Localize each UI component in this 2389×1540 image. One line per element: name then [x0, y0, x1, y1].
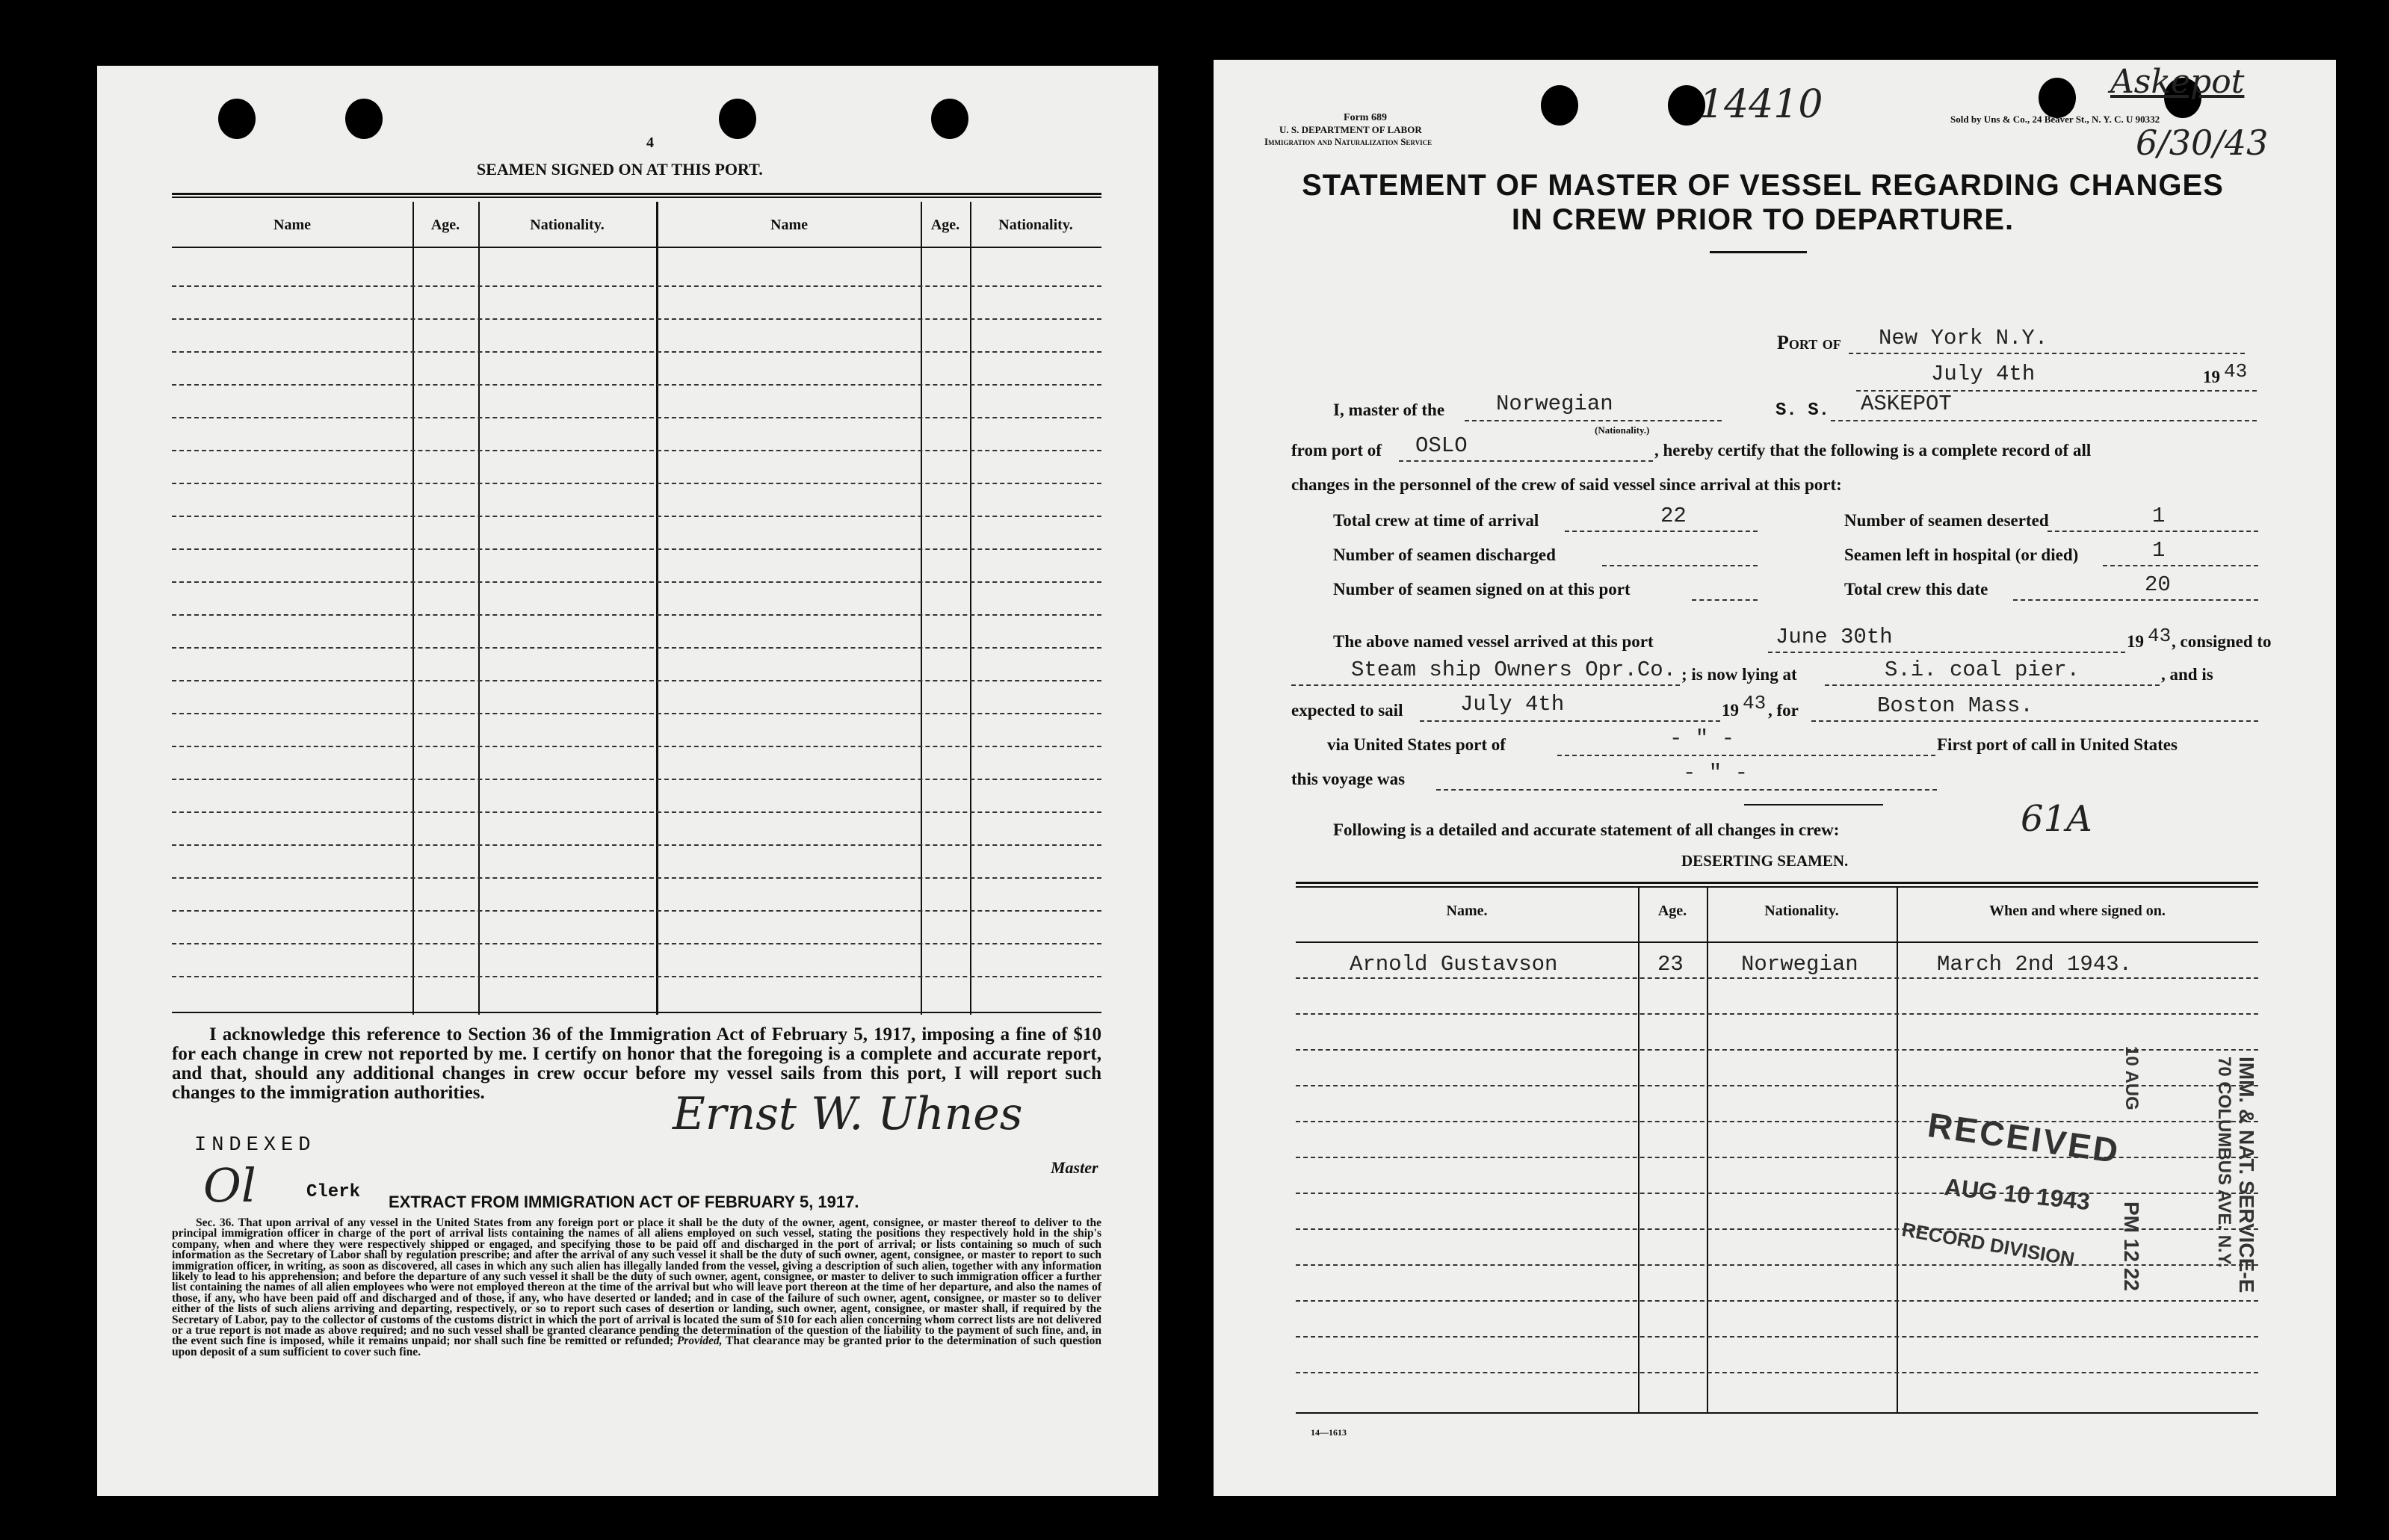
clerk-label: Clerk — [306, 1182, 361, 1202]
stamp-date: AUG 10 1943 — [1943, 1173, 2092, 1216]
page-number: 4 — [646, 134, 654, 151]
table-top-rule — [172, 193, 1101, 195]
handwritten-mark: 61A — [2021, 798, 2092, 840]
entry-line — [172, 680, 1101, 681]
arrived-year: 43 — [2148, 625, 2172, 647]
entry-line — [172, 713, 1101, 714]
arrived-label: The above named vessel arrived at this port — [1333, 632, 1654, 651]
following-label: Following is a detailed and accurate statement of all changes in crew: — [1333, 820, 1840, 839]
stamp-day: 10 AUG — [2121, 1046, 2142, 1110]
ss-label: S. S. — [1775, 401, 1830, 421]
sail-year-prefix: 19 — [1722, 701, 1739, 720]
sail-date-line — [1420, 720, 1720, 722]
expected-label: expected to sail — [1291, 701, 1403, 720]
first-port-label: First port of call in United States — [1937, 735, 2178, 754]
stamp-division: RECORD DIVISION — [1900, 1218, 2077, 1271]
deserted-value: 1 — [2152, 504, 2166, 528]
entry-line — [172, 384, 1101, 386]
from-port-value: OSLO — [1415, 433, 1468, 458]
title-underline — [1710, 251, 1807, 253]
col-header-age: Age. — [930, 217, 960, 233]
master-signature: Ernst W. Uhnes — [673, 1088, 1023, 1140]
stamp-time: PM 12 22 — [2120, 1202, 2143, 1291]
total-arrival-label: Total crew at time of arrival — [1333, 511, 1539, 530]
column-divider — [1638, 888, 1639, 1414]
provided-body: That clearance may be granted prior to the determination of such question upon deposit of a sum sufficient to cover such fine. — [172, 1335, 1101, 1358]
col-header-age: Age. — [430, 217, 460, 233]
ship-value: ASKEPOT — [1861, 392, 1952, 416]
total-date-label: Total crew this date — [1844, 580, 1988, 599]
punch-hole — [931, 99, 968, 139]
discharged-line — [1602, 565, 1758, 566]
table-row-name: Arnold Gustavson — [1350, 952, 1558, 977]
table-bottom-rule — [172, 1012, 1101, 1013]
table-row-signed-on: March 2nd 1943. — [1937, 952, 2133, 977]
punch-hole — [719, 99, 756, 139]
table-bottom-rule — [1296, 1412, 2258, 1414]
discharged-label: Number of seamen discharged — [1333, 545, 1556, 564]
entry-line — [1296, 1228, 2258, 1230]
entry-line — [172, 285, 1101, 287]
right-page — [1214, 60, 2336, 1496]
entry-line — [172, 811, 1101, 813]
consigned-label: , consigned to — [2172, 632, 2272, 651]
stamp-received: RECEIVED — [1925, 1104, 2123, 1171]
punch-hole — [218, 99, 256, 139]
arrived-line — [1768, 652, 2125, 653]
entry-line — [172, 351, 1101, 353]
destination-line — [1811, 720, 2258, 722]
port-line — [1849, 353, 2245, 354]
table-row-nationality: Norwegian — [1741, 952, 1858, 977]
via-label: via United States port of — [1327, 735, 1506, 754]
column-divider — [921, 202, 922, 1015]
changes-text: changes in the personnel of the crew of said vessel since arrival at this port: — [1291, 475, 1842, 494]
column-divider — [1707, 888, 1708, 1414]
seller-note: Sold by Uns & Co., 24 Beaver St., N. Y. C. U 90332 — [1950, 114, 2160, 125]
entry-line — [1296, 1336, 2258, 1338]
hospital-label: Seamen left in hospital (or died) — [1844, 545, 2079, 564]
from-port-label: from port of — [1291, 441, 1382, 460]
form-number: Form 689 — [1344, 112, 1387, 123]
date-value: July 4th — [1931, 362, 2036, 386]
col-header-name: Name. — [1446, 903, 1488, 919]
column-divider — [412, 202, 414, 1015]
entry-line — [1296, 1121, 2258, 1122]
entry-line — [172, 450, 1101, 451]
entry-line — [172, 746, 1101, 747]
acknowledgement-text: I acknowledge this reference to Section 36 of the Immigration Act of February 5, 1917, imposing a fine of $10 for each change in crew not reported by me. I certify on honor that the foregoing is a complete and accurate report, and that, should any additional changes in crew occur before my vessel sails from this port, I will report such changes to the immigration authorities. — [172, 1024, 1101, 1103]
table-top-rule — [1296, 882, 2258, 884]
master-label: Master — [1051, 1158, 1098, 1177]
clerk-initials: Ol — [203, 1158, 256, 1213]
entry-line — [1296, 1193, 2258, 1194]
total-date-value: 20 — [2145, 572, 2171, 597]
header-rule — [1296, 941, 2258, 943]
col-header-nationality: Nationality. — [998, 217, 1073, 233]
entry-line — [1296, 1085, 2258, 1086]
certify-text: , hereby certify that the following is a complete record of all — [1654, 441, 2092, 460]
service: Immigration and Naturalization Service — [1264, 136, 1433, 147]
col-header-signed-on: When and where signed on. — [1989, 903, 2166, 919]
entry-line — [1296, 1300, 2258, 1302]
sail-date: July 4th — [1460, 692, 1565, 717]
voyage-label: this voyage was — [1291, 770, 1406, 788]
indexed-stamp: INDEXED — [194, 1134, 316, 1157]
form-title-line1: STATEMENT OF MASTER OF VESSEL REGARDING CHANGES — [1302, 169, 2224, 202]
sail-year: 43 — [1743, 692, 1767, 714]
entry-line — [172, 779, 1101, 780]
col-header-name: Name — [273, 217, 311, 233]
entry-line — [172, 581, 1101, 583]
arrived-year-prefix: 19 — [2127, 632, 2144, 651]
entry-line — [172, 943, 1101, 944]
entry-line — [172, 417, 1101, 418]
year-value: 43 — [2224, 360, 2248, 383]
table-top-rule — [172, 197, 1101, 198]
seamen-signed-title: SEAMEN SIGNED ON AT THIS PORT. — [477, 160, 763, 179]
total-arrival-line — [1565, 531, 1758, 532]
lying-line — [1825, 684, 2160, 686]
punch-hole — [1541, 85, 1578, 126]
nationality-caption: (Nationality.) — [1595, 424, 1650, 436]
deserted-line — [2048, 531, 2258, 532]
department: U. S. DEPARTMENT OF LABOR — [1279, 124, 1422, 135]
total-arrival-value: 22 — [1660, 504, 1687, 528]
from-port-line — [1399, 460, 1653, 462]
section-label: Sec. 36. — [196, 1216, 235, 1229]
hospital-value: 1 — [2152, 538, 2166, 563]
hospital-line — [2103, 565, 2258, 566]
year-prefix: 19 — [2203, 368, 2220, 386]
deserting-title: DESERTING SEAMEN. — [1681, 852, 1849, 870]
entry-line — [172, 877, 1101, 879]
provided-label: Provided, — [676, 1335, 723, 1348]
entry-line — [172, 844, 1101, 846]
left-page — [97, 66, 1158, 1496]
via-value: - " - — [1669, 726, 1735, 751]
handwritten-ship-name: Askepot — [2110, 63, 2245, 101]
consignee-value: Steam ship Owners Opr.Co. — [1351, 658, 1677, 682]
section-36-text — [172, 1218, 1101, 1358]
col-header-age: Age. — [1657, 903, 1687, 919]
entry-line — [1296, 1013, 2258, 1015]
table-top-rule — [1296, 886, 2258, 888]
port-value: New York N.Y. — [1879, 326, 2048, 350]
entry-line — [1296, 1264, 2258, 1266]
destination-value: Boston Mass. — [1877, 693, 2033, 718]
arrived-date: June 30th — [1775, 625, 1893, 649]
total-date-line — [2013, 599, 2258, 601]
punch-hole — [345, 99, 383, 139]
col-header-nationality: Nationality. — [530, 217, 605, 233]
column-divider — [656, 202, 658, 1015]
entry-line — [1296, 977, 2258, 979]
lying-label: ; is now lying at — [1681, 665, 1797, 684]
entry-line — [172, 318, 1101, 320]
table-row-age: 23 — [1657, 952, 1684, 977]
entry-line — [172, 548, 1101, 550]
entry-line — [172, 976, 1101, 977]
signed-on-line — [1692, 599, 1758, 601]
and-is-label: , and is — [2161, 665, 2213, 684]
extract-title: EXTRACT FROM IMMIGRATION ACT OF FEBRUARY 5, 1917. — [389, 1193, 859, 1211]
entry-line — [172, 483, 1101, 484]
handwritten-date: 6/30/43 — [2136, 123, 2269, 163]
via-line — [1557, 755, 1935, 756]
entry-line — [1296, 1372, 2258, 1373]
for-label: , for — [1768, 701, 1799, 720]
entry-line — [172, 647, 1101, 649]
file-number: 14410 — [1699, 82, 1823, 127]
entry-line — [172, 516, 1101, 517]
column-divider — [478, 202, 480, 1015]
master-of-label: I, master of the — [1333, 401, 1445, 419]
stamp-service: IMM. & NAT. SERVICE-E — [2235, 1057, 2258, 1293]
column-divider — [1897, 888, 1898, 1414]
col-header-name: Name — [770, 217, 808, 233]
ship-line — [1831, 420, 2257, 421]
separator-rule — [1744, 804, 1883, 805]
entry-line — [172, 614, 1101, 616]
nationality-line — [1465, 420, 1722, 421]
entry-line — [1296, 1049, 2258, 1051]
lying-value: S.i. coal pier. — [1885, 658, 2080, 682]
form-title-line2: IN CREW PRIOR TO DEPARTURE. — [1511, 203, 2015, 236]
deserted-label: Number of seamen deserted — [1844, 511, 2049, 530]
footer-code: 14—1613 — [1311, 1427, 1347, 1438]
col-header-nationality: Nationality. — [1764, 903, 1839, 919]
signed-on-label: Number of seamen signed on at this port — [1333, 580, 1631, 599]
consignee-line — [1291, 684, 1680, 686]
header-rule — [172, 247, 1101, 248]
stamp-address: 70 COLUMBUS AVE. N.Y. — [2214, 1057, 2234, 1268]
section-body: That upon arrival of any vessel in the United States from any foreign port or place it shall be the duty of the owner, agent, consignee, or master thereof to deliver to the principal immigration officer in charge of the port of arrival lists containing the names of all aliens employed on such vessel, stating the positions they respectively hold in the ship's company, when and where they were respectively shipped or engaged, and specifying those to be paid off and discharged in the port of arrival; or lists containing so much of such information as the Secretary of Labor shall by regulation prescribe; and after the arrival of any such vessel it shall be the duty of such owner, agent, consignee, or master to report to such immigration officer, in writing, as soon as discovered, all cases in which any such alien has illegally landed from the vessel, giving a description of such alien, together with any information likely to lead to his apprehension; and before the departure of any such vessel it shall be the duty of such owner, agent, consignee, or master to deliver to such immigration officer a further list containing the names of all alien employees who were not employed thereon at the time of the arrival but who will leave port thereon at the time of her departure, and also the names of those, if any, who have been paid off and discharged and of those, if any, who have deserted or landed; and in case of the failure of such owner, agent, consignee, or master so to deliver either of the lists of such aliens arriving and departing, respectively, or so to report such cases of desertion or landing, such owner, agent, consignee, or master shall, if required by the Secretary of Labor, pay to the collector of customs of the customs district in which the port of arrival is located the sum of $10 for each alien concerning whom correct lists are not delivered or a true report is not made as above required; and no such vessel shall be granted clearance pending the determination of the question of the liability to the payment of such fine, and, in the event such fine is imposed, while it remains unpaid; nor shall such fine be remitted or refunded; — [172, 1216, 1101, 1348]
nationality-value: Norwegian — [1496, 392, 1613, 416]
voyage-value: - " - — [1683, 761, 1749, 785]
port-label: Port of — [1777, 332, 1841, 353]
column-divider — [970, 202, 971, 1015]
punch-hole — [2039, 78, 2076, 118]
voyage-line — [1436, 789, 1937, 791]
entry-line — [172, 910, 1101, 912]
